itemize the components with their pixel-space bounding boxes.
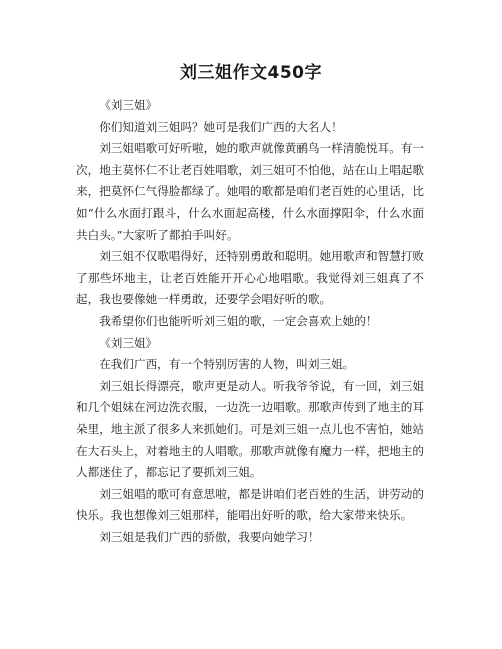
paragraph: 刘三姐唱的歌可有意思啦，都是讲咱们老百姓的生活，讲劳动的快乐。我也想像刘三姐那样，能唱出好听的歌，给大家带来快乐。 bbox=[76, 486, 424, 523]
paragraph: 在我们广西，有一个特别厉害的人物，叫刘三姐。 bbox=[99, 357, 355, 372]
paragraph: 刘三姐长得漂亮，歌声更是动人。听我爷爷说，有一回，刘三姐和几个姐妹在河边洗衣服，一边洗一边唱歌。那歌声传到了地主的耳朵里，地主派了很多人来抓她们。可是刘三姐一点儿也不害怕，她站在大石头上，对着地主的人唱歌。那歌声就像有魔力一样，把地主的人都迷住了，都忘记了要抓刘三姐。 bbox=[76, 378, 424, 480]
paragraph: 刘三姐不仅歌唱得好，还特别勇敢和聪明。她用歌声和智慧打败了那些坏地主，让老百姓能开开心心地唱歌。我觉得刘三姐真了不起，我也要像她一样勇敢，还要学会唱好听的歌。 bbox=[76, 249, 424, 307]
paragraph: 我希望你们也能听听刘三姐的歌，一定会喜欢上她的！ bbox=[99, 313, 378, 328]
paragraph: 你们知道刘三姐吗？她可是我们广西的大名人！ bbox=[99, 119, 343, 134]
document-body bbox=[76, 95, 424, 548]
paragraph-book-title-1: 《刘三姐》 bbox=[99, 98, 158, 112]
document-title: 刘三姐作文450字 bbox=[180, 63, 322, 83]
paragraph: 刘三姐是我们广西的骄傲，我要向她学习！ bbox=[99, 529, 320, 544]
paragraph: 刘三姐唱歌可好听啦，她的歌声就像黄鹂鸟一样清脆悦耳。有一次，地主莫怀仁不让老百姓唱歌，刘三姐可不怕他，站在山上唱起歌来，把莫怀仁气得脸都绿了。她唱的歌都是咱们老百姓的心里话，比如“什么水面打跟斗，什么水面起高楼，什么水面撑阳伞，什么水面共白头。”大家听了都拍手叫好。 bbox=[76, 141, 424, 242]
paragraph-book-title-2: 《刘三姐》 bbox=[99, 335, 158, 350]
